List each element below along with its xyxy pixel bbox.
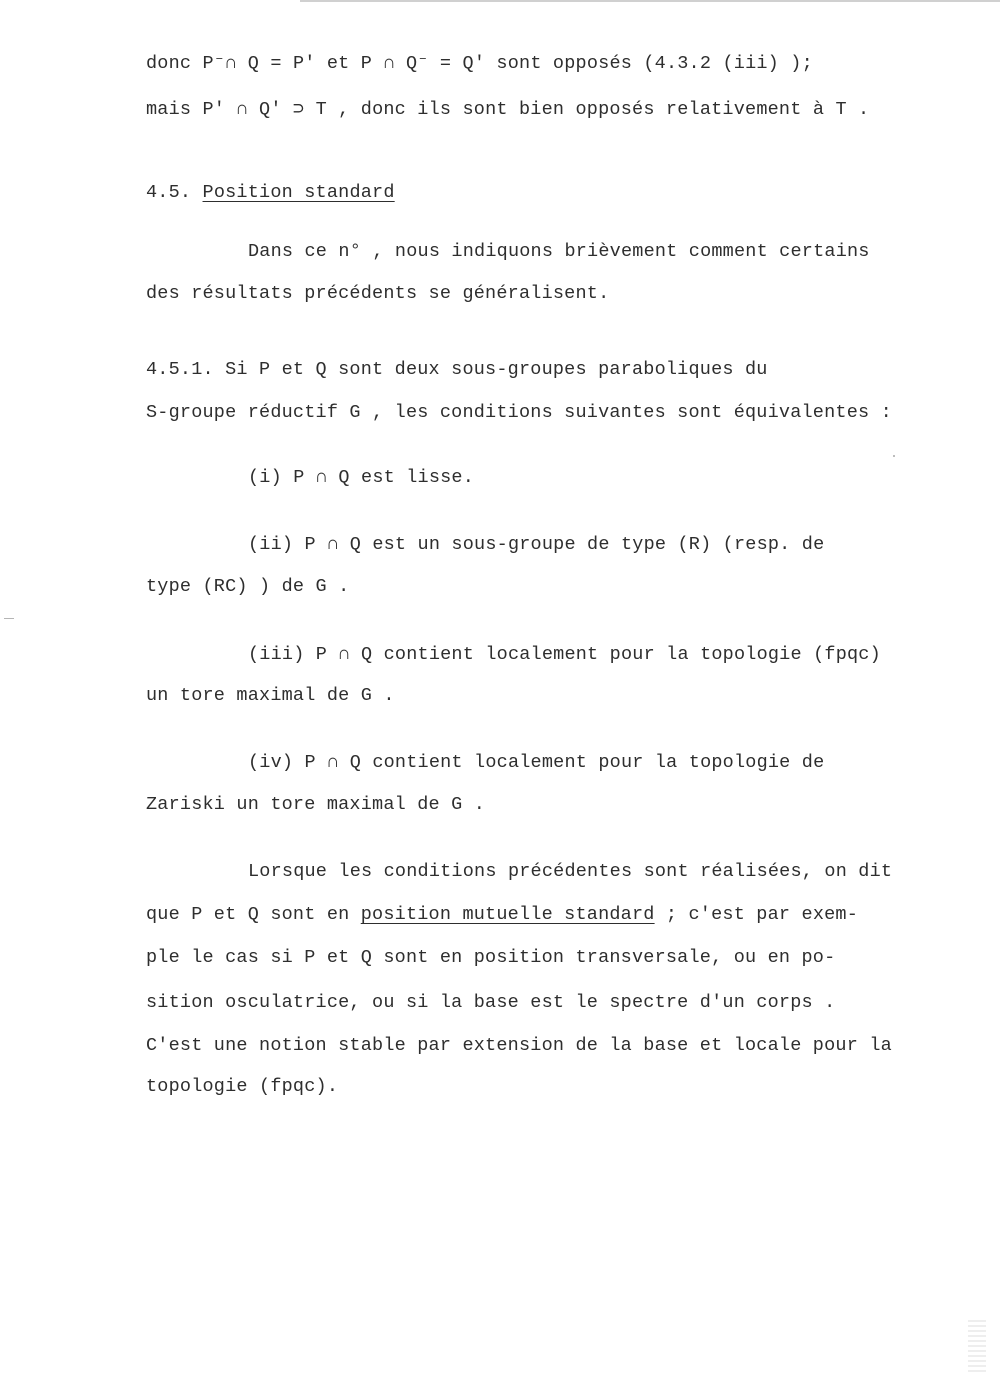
scan-edge-artifact [968, 1320, 986, 1374]
text-line: ple le cas si P et Q sont en position transversale, ou en po- [146, 947, 836, 968]
section-heading [146, 182, 395, 203]
section-title: Position standard [202, 182, 395, 203]
text-segment: que P et Q sont en [146, 904, 361, 925]
condition-iv: (iv) P ∩ Q contient localement pour la topologie de [248, 752, 825, 773]
text-line: mais P' ∩ Q' ⊃ T , donc ils sont bien opposés relativement à T . [146, 99, 870, 120]
section-number: 4.5. [146, 182, 192, 203]
scan-speck [893, 455, 895, 457]
text-line: Zariski un tore maximal de G . [146, 794, 486, 815]
defined-term: position mutuelle standard [360, 904, 655, 925]
text-line: un tore maximal de G . [146, 685, 395, 706]
condition-i: (i) P ∩ Q est lisse. [248, 467, 475, 488]
text-line: Lorsque les conditions précédentes sont réalisées, on dit [248, 861, 893, 882]
text-line: 4.5.1. Si P et Q sont deux sous-groupes paraboliques du [146, 359, 768, 380]
text-segment: ; c'est par exem- [654, 904, 859, 925]
top-edge-rule [300, 0, 1000, 2]
text-line-with-term [146, 904, 858, 925]
text-line: sition osculatrice, ou si la base est le spectre d'un corps . [146, 992, 836, 1013]
text-line: S-groupe réductif G , les conditions suivantes sont équivalentes : [146, 402, 892, 423]
condition-ii: (ii) P ∩ Q est un sous-groupe de type (R) (resp. de [248, 534, 825, 555]
text-line: Dans ce n° , nous indiquons brièvement comment certains [248, 241, 870, 262]
text-line: C'est une notion stable par extension de la base et locale pour la [146, 1035, 892, 1056]
text-line: donc P⁻∩ Q = P' et P ∩ Q⁻ = Q' sont opposés (4.3.2 (iii) ); [146, 53, 813, 74]
text-line: type (RC) ) de G . [146, 576, 350, 597]
condition-iii: (iii) P ∩ Q contient localement pour la topologie (fpqc) [248, 644, 881, 665]
margin-mark [4, 618, 14, 619]
text-line: topologie (fpqc). [146, 1076, 339, 1097]
text-line: des résultats précédents se généralisent. [146, 283, 610, 304]
